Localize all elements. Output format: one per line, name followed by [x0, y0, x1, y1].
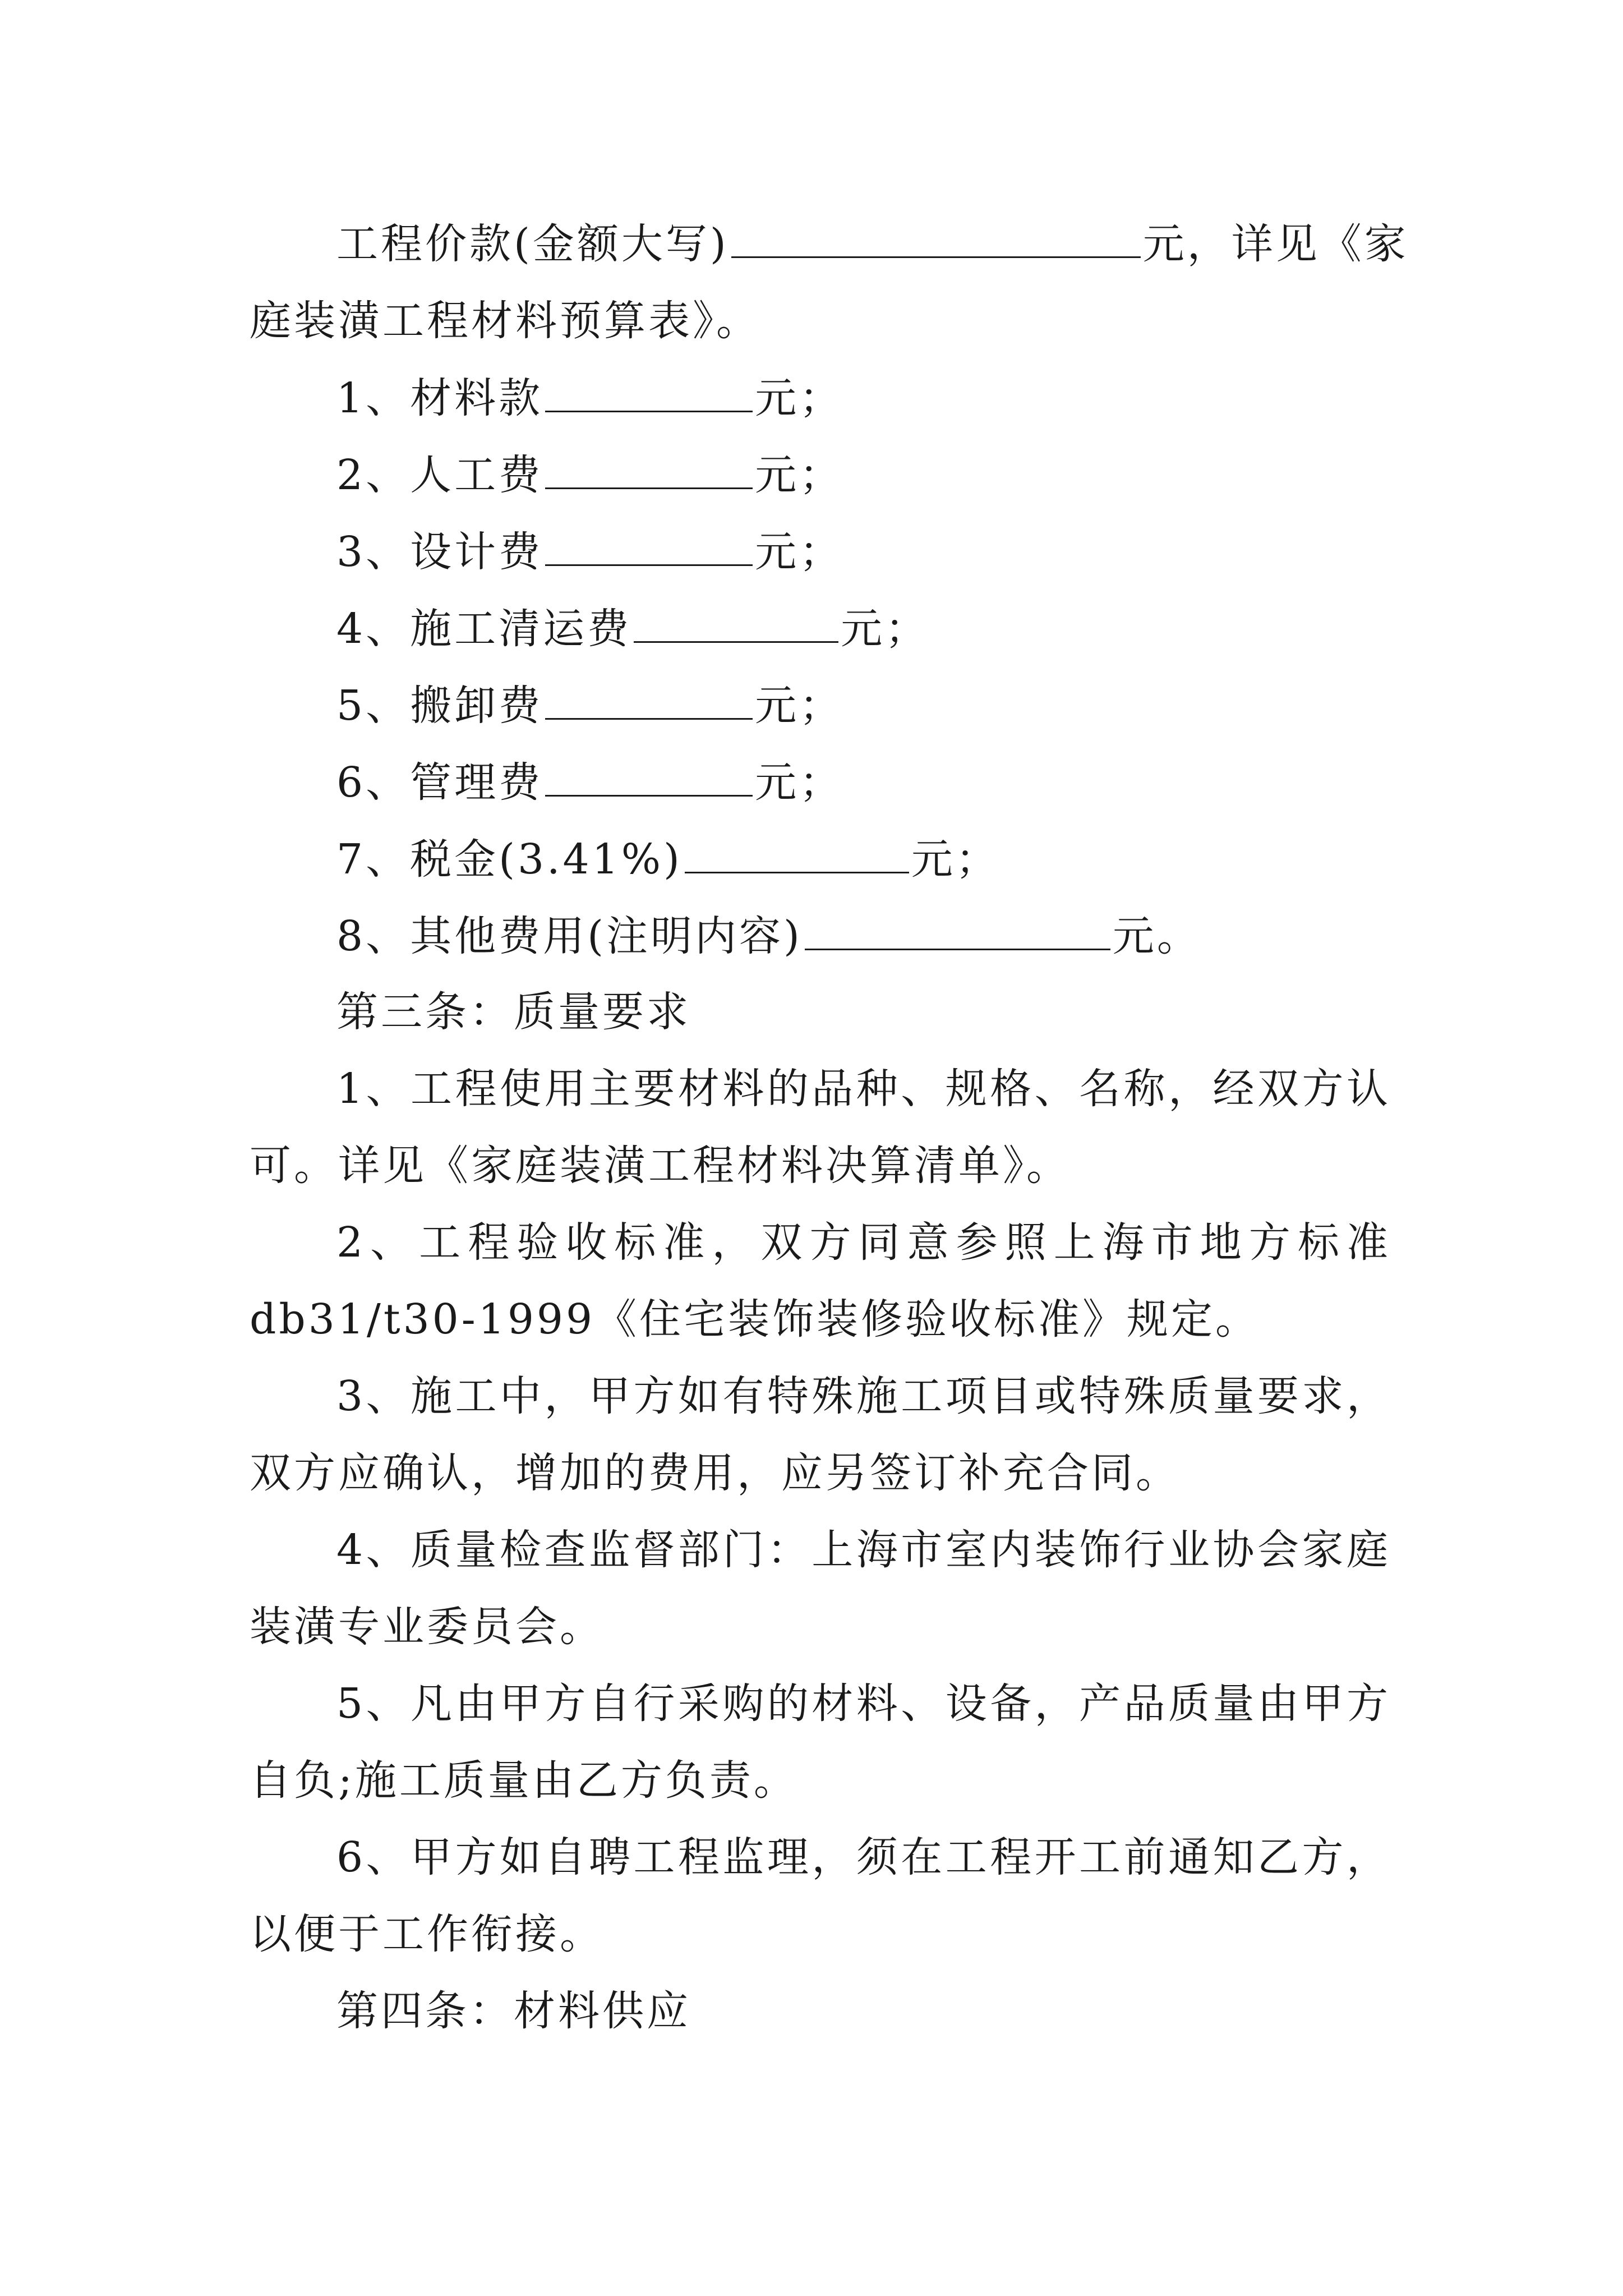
fee-blank [685, 830, 909, 873]
fee-blank [805, 907, 1110, 950]
price-blank [731, 215, 1141, 258]
fee-item-management: 6、管理费 元； [336, 753, 843, 811]
price-suffix: 元，详见《家 [1142, 220, 1409, 268]
section-3-heading: 第三条：质量要求 [336, 988, 691, 1036]
quality-item-2-line-2: db31/t30-1999《住宅装饰装修验收标准》规定。 [250, 1295, 1260, 1343]
fee-item-tax: 7、税金(3.41%) 元； [336, 830, 1000, 887]
price-line-1 [336, 215, 1409, 272]
price-label: 工程价款(金额大写) [336, 220, 729, 268]
quality-item-6-line-1: 6、甲方如自聘工程监理，须在工程开工前通知乙方， [336, 1833, 1391, 1881]
fee-blank [545, 446, 753, 489]
quality-item-3-line-2: 双方应确认，增加的费用，应另签订补充合同。 [250, 1449, 1180, 1497]
fee-blank [545, 753, 753, 797]
quality-item-1-line-2: 可。详见《家庭装潢工程材料决算清单》。 [250, 1142, 1071, 1190]
fee-blank [634, 600, 838, 643]
section-4-heading: 第四条：材料供应 [336, 1987, 691, 2035]
fee-item-design: 3、设计费 元； [336, 523, 843, 580]
quality-item-4-line-1: 4、质量检查监督部门：上海市室内装饰行业协会家庭 [336, 1526, 1391, 1574]
fee-item-labor: 2、人工费 元； [336, 446, 843, 503]
quality-item-5-line-2: 自负;施工质量由乙方负责。 [250, 1756, 798, 1805]
fee-item-moving: 5、搬卸费 元； [336, 677, 843, 734]
fee-blank [545, 677, 753, 720]
quality-item-4-line-2: 装潢专业委员会。 [250, 1603, 604, 1651]
quality-item-1-line-1: 1、工程使用主要材料的品种、规格、名称，经双方认 [336, 1065, 1391, 1113]
quality-item-6-line-2: 以便于工作衔接。 [250, 1910, 604, 1958]
fee-item-cleanup: 4、施工清运费 元； [336, 600, 929, 657]
quality-item-3-line-1: 3、施工中，甲方如有特殊施工项目或特殊质量要求， [336, 1372, 1391, 1420]
quality-item-2-line-1: 2、工程验收标准，双方同意参照上海市地方标准 [336, 1218, 1391, 1267]
quality-item-5-line-1: 5、凡由甲方自行采购的材料、设备，产品质量由甲方 [336, 1680, 1391, 1728]
fee-blank [545, 369, 753, 412]
fee-item-other: 8、其他费用(注明内容) 元。 [336, 907, 1201, 964]
fee-blank [545, 523, 753, 566]
fee-item-material: 1、材料款 元； [336, 369, 843, 426]
price-line-2: 庭装潢工程材料预算表》。 [250, 297, 760, 345]
